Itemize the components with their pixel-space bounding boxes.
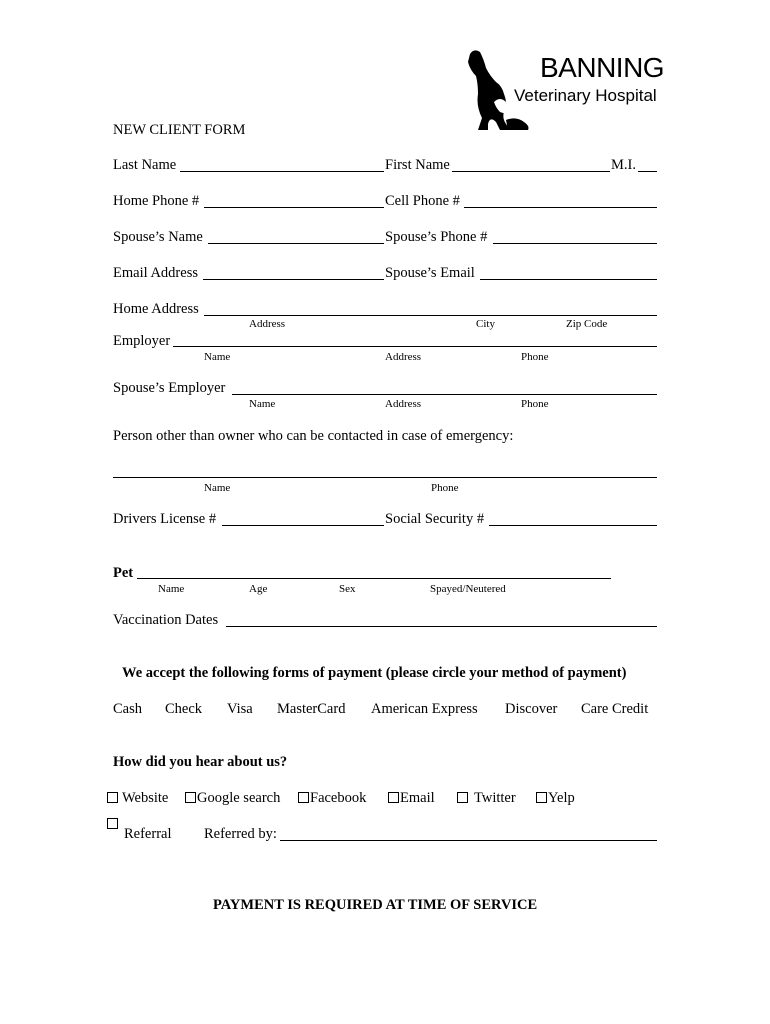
payment-method-care-credit[interactable]: Care Credit bbox=[581, 701, 649, 717]
payment-method-american-express[interactable]: American Express bbox=[371, 701, 478, 717]
employer-label: Employer bbox=[113, 333, 171, 349]
emergency-label: Person other than owner who can be contacted in case of emergency: bbox=[113, 428, 514, 444]
vaccination-label: Vaccination Dates bbox=[113, 612, 219, 628]
checkbox-icon[interactable] bbox=[107, 792, 118, 803]
employer-sub-address: Address bbox=[385, 351, 422, 363]
emergency-field[interactable] bbox=[113, 477, 657, 478]
option-email-label: Email bbox=[400, 790, 435, 806]
option-email[interactable] bbox=[388, 789, 435, 807]
spouse-employer-sub-name: Name bbox=[249, 398, 276, 410]
home-address-sub-zip: Zip Code bbox=[566, 318, 608, 330]
logo bbox=[460, 46, 670, 136]
home-address-field[interactable] bbox=[204, 315, 657, 316]
email-field[interactable] bbox=[203, 279, 384, 280]
option-yelp-label: Yelp bbox=[548, 790, 575, 806]
payment-method-discover[interactable]: Discover bbox=[505, 701, 558, 717]
last-name-label: Last Name bbox=[113, 157, 177, 173]
checkbox-icon[interactable] bbox=[536, 792, 547, 803]
pet-sub-age: Age bbox=[249, 583, 268, 595]
option-twitter-label: Twitter bbox=[474, 790, 516, 806]
referred-by-label: Referred by: bbox=[204, 826, 277, 842]
option-facebook[interactable] bbox=[298, 789, 366, 807]
first-name-field[interactable] bbox=[452, 171, 610, 172]
option-facebook-label: Facebook bbox=[310, 790, 367, 806]
last-name-field[interactable] bbox=[180, 171, 384, 172]
home-address-label: Home Address bbox=[113, 301, 199, 317]
logo-name: BANNING bbox=[540, 52, 665, 83]
email-label: Email Address bbox=[113, 265, 198, 281]
pet-sub-sex: Sex bbox=[339, 583, 356, 595]
payment-notice: PAYMENT IS REQUIRED AT TIME OF SERVICE bbox=[213, 897, 538, 913]
option-referral[interactable] bbox=[107, 818, 122, 838]
checkbox-icon[interactable] bbox=[107, 818, 118, 829]
home-address-sub-city: City bbox=[476, 318, 495, 330]
home-phone-label: Home Phone # bbox=[113, 193, 200, 209]
vaccination-field[interactable] bbox=[226, 626, 657, 627]
pet-field[interactable] bbox=[137, 578, 611, 579]
option-website[interactable] bbox=[107, 789, 168, 807]
drivers-license-field[interactable] bbox=[222, 525, 384, 526]
option-website-label: Website bbox=[122, 790, 169, 806]
pet-label: Pet bbox=[113, 565, 134, 581]
referred-by-field[interactable] bbox=[280, 840, 657, 841]
checkbox-icon[interactable] bbox=[388, 792, 399, 803]
payment-method-check[interactable]: Check bbox=[165, 701, 203, 717]
social-security-field[interactable] bbox=[489, 525, 657, 526]
payment-method-visa[interactable]: Visa bbox=[227, 701, 253, 717]
emergency-sub-name: Name bbox=[204, 482, 231, 494]
mi-label: M.I. bbox=[611, 157, 636, 173]
checkbox-icon[interactable] bbox=[298, 792, 309, 803]
cell-phone-label: Cell Phone # bbox=[385, 193, 460, 209]
hear-heading: How did you hear about us? bbox=[113, 754, 288, 770]
option-google-search-label: Google search bbox=[197, 790, 281, 806]
payment-method-mastercard[interactable]: MasterCard bbox=[277, 701, 346, 717]
checkbox-icon[interactable] bbox=[457, 792, 468, 803]
option-twitter[interactable] bbox=[457, 789, 516, 807]
spouse-name-field[interactable] bbox=[208, 243, 384, 244]
logo-subtitle: Veterinary Hospital bbox=[514, 86, 657, 105]
drivers-license-label: Drivers License # bbox=[113, 511, 217, 527]
cell-phone-field[interactable] bbox=[464, 207, 657, 208]
option-google-search[interactable] bbox=[185, 789, 280, 807]
spouse-email-field[interactable] bbox=[480, 279, 657, 280]
payment-heading: We accept the following forms of payment (please circle your method of payment) bbox=[122, 665, 627, 681]
first-name-label: First Name bbox=[385, 157, 450, 173]
pet-sub-name: Name bbox=[158, 583, 185, 595]
spouse-name-label: Spouse’s Name bbox=[113, 229, 203, 245]
payment-method-cash[interactable]: Cash bbox=[113, 701, 142, 717]
employer-sub-phone: Phone bbox=[521, 351, 549, 363]
employer-field[interactable] bbox=[173, 346, 657, 347]
option-yelp[interactable] bbox=[536, 789, 575, 807]
form-title: NEW CLIENT FORM bbox=[113, 122, 246, 138]
spouse-email-label: Spouse’s Email bbox=[385, 265, 475, 281]
mi-field[interactable] bbox=[638, 171, 657, 172]
employer-sub-name: Name bbox=[204, 351, 231, 363]
home-phone-field[interactable] bbox=[204, 207, 384, 208]
spouse-employer-sub-address: Address bbox=[385, 398, 422, 410]
spouse-phone-label: Spouse’s Phone # bbox=[385, 229, 488, 245]
home-address-sub-address: Address bbox=[249, 318, 286, 330]
spouse-employer-sub-phone: Phone bbox=[521, 398, 549, 410]
emergency-sub-phone: Phone bbox=[431, 482, 459, 494]
spouse-phone-field[interactable] bbox=[493, 243, 657, 244]
social-security-label: Social Security # bbox=[385, 511, 485, 527]
spouse-employer-field[interactable] bbox=[232, 394, 657, 395]
spouse-employer-label: Spouse’s Employer bbox=[113, 380, 226, 396]
checkbox-icon[interactable] bbox=[185, 792, 196, 803]
pet-sub-spayed: Spayed/Neutered bbox=[430, 583, 506, 595]
option-referral-label: Referral bbox=[124, 826, 172, 842]
